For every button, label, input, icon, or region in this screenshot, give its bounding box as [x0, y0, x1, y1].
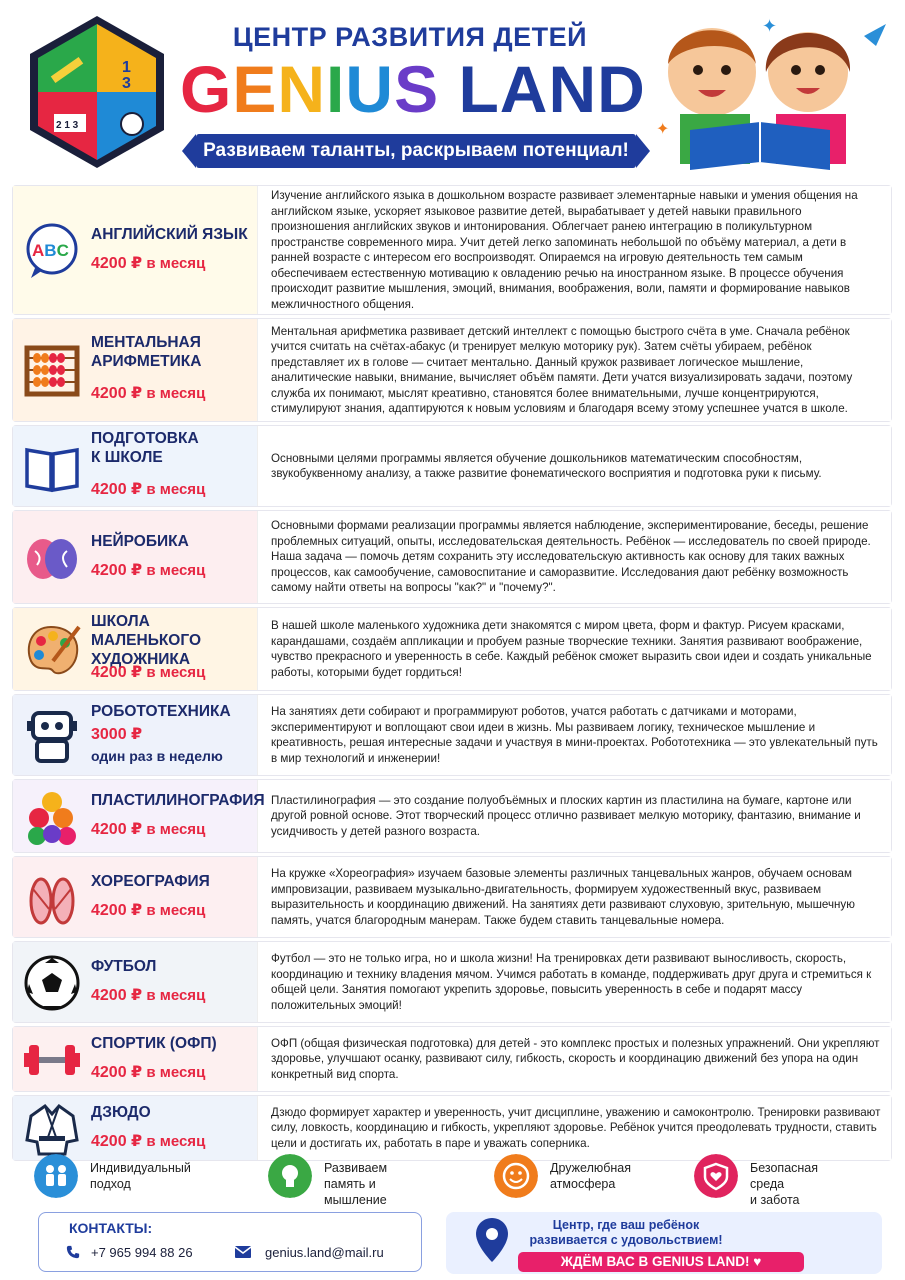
course-header	[13, 942, 257, 1022]
course-header	[13, 1027, 257, 1091]
dumbbell-icon	[23, 1031, 81, 1089]
course-name: РОБОТОТЕХНИКА	[91, 703, 231, 720]
logo-icon	[24, 12, 170, 172]
brain-icon	[23, 529, 81, 587]
open-book-icon	[23, 438, 81, 496]
course-schedule: один раз в неделю	[91, 748, 223, 764]
price-period: в месяц	[142, 664, 206, 681]
course-row	[12, 607, 892, 691]
price-value: 4200 ₽	[91, 1064, 143, 1081]
svg-text:ABC: ABC	[32, 241, 69, 260]
course-name: ПЛАСТИЛИНОГРАФИЯ	[91, 792, 265, 809]
brand-letter: L	[458, 52, 500, 126]
price-value: 4200 ₽	[91, 1133, 143, 1150]
svg-text:✦: ✦	[656, 119, 670, 138]
ballet-shoes-icon	[23, 869, 81, 927]
price-value: 4200 ₽	[91, 987, 143, 1004]
course-price	[91, 253, 205, 273]
robot-icon	[23, 707, 81, 765]
abc-bubble-icon	[23, 222, 81, 280]
courses-list	[12, 185, 892, 1164]
phone-number[interactable]: +7 965 994 88 26	[91, 1245, 193, 1260]
course-description: ОФП (общая физическая подготовка) для детей - это комплекс простых и полезных упражнений. Они укрепляют здоровье, улучшают осанку, развивают силу, гибкость, скорость и координацию движений без упора на один конкретный вид спорта.	[257, 1027, 891, 1091]
course-row	[12, 185, 892, 315]
course-price	[91, 383, 205, 403]
feature-text: Развиваем память и мышление	[324, 1161, 388, 1207]
course-price	[91, 662, 205, 682]
course-row	[12, 779, 892, 853]
course-header	[13, 426, 257, 506]
center-subtitle: ЦЕНТР РАЗВИТИЯ ДЕТЕЙ	[232, 22, 588, 52]
price-value: 4200 ₽	[91, 481, 143, 498]
brand-letter: D	[597, 52, 646, 126]
course-description: Дзюдо формирует характер и уверенность, учит дисциплине, уважению и самоконтролю. Тренировки развивают силу, ловкость, координацию и гибкость, укрепляют здоровье. Ребёнок учится преодолевать трудности, ставить цели и достигать их, работать в паре и уважать соперника.	[257, 1096, 891, 1160]
price-period: в месяц	[142, 821, 206, 838]
contacts-title: КОНТАКТЫ:	[69, 1220, 153, 1236]
judo-gi-icon	[23, 1100, 81, 1158]
course-description: Футбол — это не только игра, но и школа жизни! На тренировках дети развивают выносливость, скорость, координацию и технику владения мячом. Учимся работать в команде, поддерживать друг друга и стремиться к общей цели. Занятия помогают укрепить здоровье, повысить уверенность в себе и подарят массу положительных эмоций!	[257, 942, 891, 1022]
course-name: АНГЛИЙСКИЙ ЯЗЫК	[91, 226, 248, 243]
course-row	[12, 941, 892, 1023]
logo-digits: 1	[122, 59, 131, 76]
brand-letter: N	[548, 52, 598, 126]
brand-letter: N	[277, 52, 327, 126]
smile-icon	[494, 1154, 538, 1198]
course-description: Ментальная арифметика развивает детский интеллект с помощью быстрого счёта в уме. Сначала ребёнок учится считать на счётах-абакус (и тренирует мелкую моторику рук). Затем счёты убираем, ребёнок представляет их в голове — считает ментально. Данный кружок развивает логическое мышление, аналитические навыки, внимание, вычисляет объём памяти. Дети учатся визуализировать задачи, поэтому служба их понимают, мыслят креативно, становятся более внимательными, лучше концентрируются, стимулируют знания, адаптируются к новым условиям и благодаря всему этому успешнее учатся в школе.	[257, 319, 891, 421]
brand-letter	[439, 52, 458, 126]
feature-text: Индивидуальный подход	[90, 1161, 191, 1191]
course-price	[91, 1131, 205, 1151]
kids-reading-illustration-icon	[650, 10, 895, 178]
palette-icon	[23, 621, 81, 679]
price-period: в месяц	[142, 1064, 206, 1081]
feature-text: Дружелюбная атмосфера	[550, 1161, 632, 1191]
course-header	[13, 780, 265, 852]
price-period: в месяц	[142, 987, 206, 1004]
course-header	[13, 186, 257, 314]
location-pin-icon	[476, 1218, 508, 1262]
cta-button[interactable]: ЖДЁМ ВАС В GENIUS LAND! ♥	[518, 1252, 804, 1272]
course-header	[13, 608, 257, 690]
course-description: В нашей школе маленького художника дети знакомятся с миром цвета, форм и фактур. Рисуем красками, карандашами, создаём аппликации и пробуем разные творческие техники. Занятия развивают воображение, чувство прекрасного и уверенность в себе. Каждый ребёнок сможет выразить свои идеи и создать уникальные работы, которыми будет гордиться!	[257, 608, 891, 690]
cta-box	[446, 1212, 882, 1274]
course-price	[91, 819, 205, 839]
features-row	[0, 1152, 905, 1207]
slogan-banner: Развиваем таланты, раскрываем потенциал!	[196, 134, 636, 168]
course-header	[13, 857, 257, 937]
course-name: ХОРЕОГРАФИЯ	[91, 873, 210, 890]
price-period: в месяц	[142, 1133, 206, 1150]
clay-balls-icon	[23, 788, 81, 846]
course-price	[91, 479, 205, 499]
email-icon	[235, 1245, 251, 1259]
kids-icon	[34, 1154, 78, 1198]
price-period: в месяц	[142, 902, 206, 919]
logo-podium: 2 1 3	[56, 120, 79, 131]
brand-letter: G	[180, 52, 233, 126]
course-row	[12, 510, 892, 604]
course-price	[91, 985, 205, 1005]
email-address[interactable]: genius.land@mail.ru	[265, 1245, 384, 1260]
header	[0, 0, 905, 180]
brand-title	[180, 52, 646, 126]
price-value: 3000 ₽	[91, 726, 143, 743]
course-description: На кружке «Хореография» изучаем базовые элементы различных танцевальных жанров, обучаем основам импровизации, развиваем музыкально-двигательность, формируем художественный вкус, развиваем выразительность и координацию движений. На занятиях дети развивают слуховую, зрительную, мышечную память, учатся благородным манерам. Также будем ставить танцевальные номера.	[257, 857, 891, 937]
lightbulb-icon	[268, 1154, 312, 1198]
course-name: НЕЙРОБИКА	[91, 533, 189, 550]
svg-text:✦: ✦	[762, 16, 778, 37]
price-value: 4200 ₽	[91, 255, 143, 272]
course-row	[12, 318, 892, 422]
brand-letter: E	[232, 52, 278, 126]
course-name: ДЗЮДО	[91, 1104, 151, 1121]
phone-icon	[65, 1245, 81, 1259]
course-name: СПОРТИК (ОФП)	[91, 1035, 217, 1052]
course-name: МЕНТАЛЬНАЯ АРИФМЕТИКА	[91, 334, 202, 370]
course-row	[12, 1026, 892, 1092]
shield-heart-icon	[694, 1154, 738, 1198]
course-row	[12, 694, 892, 776]
abacus-icon	[23, 342, 81, 400]
course-name: ШКОЛА МАЛЕНЬКОГО ХУДОЖНИКА	[91, 613, 201, 668]
brand-letter: U	[345, 52, 395, 126]
course-name: ПОДГОТОВКА К ШКОЛЕ	[91, 430, 199, 466]
course-header	[13, 695, 257, 775]
brand-letter: I	[326, 52, 346, 126]
course-row	[12, 856, 892, 938]
price-value: 4200 ₽	[91, 562, 143, 579]
price-value: 4200 ₽	[91, 385, 143, 402]
course-price	[91, 724, 142, 744]
course-name: ФУТБОЛ	[91, 958, 157, 975]
course-header	[13, 1096, 257, 1160]
price-period: в месяц	[142, 562, 206, 579]
course-price	[91, 1062, 205, 1082]
course-description: Основными формами реализации программы является наблюдение, экспериментирование, беседы, решение проблемных ситуаций, опыты, исследовательская деятельность. Ребёнок — исследователь по своей природе. Наша задача — помочь детям сохранить эту исследовательскую активность как основу для таких важных процессов, как самообучение, самовоспитание и саморазвитие. Исследования дают ребёнку возможность самому найти ответы на вопросы "как?" и "почему?".	[257, 511, 891, 603]
soccer-ball-icon	[23, 954, 81, 1012]
course-description: Изучение английского языка в дошкольном возрасте развивает элементарные навыки и умения общения на английском языке, ускоряет языковое развитие детей, вырабатывает у детей навыки правильного произношения английских звуков и интонирования. Облегчает ранею интеграцию в поликультурном пространстве современного мира. Учит детей легко запоминать небольшой по объёму материал, а дети в ранней возрасте с интересом его воспроизводят. Опираемся на игровую деятельность тем самым обеспечиваем естественную мотивацию к овладению речью на иностранном языке. В процессе обучения происходит развитие мышления, эмоций, внимания, воображения, воли, памяти и формирование навыков межличностного общения.	[257, 186, 891, 314]
course-description: Основными целями программы является обучение дошкольников математическим способностям, звукобуквенному анализу, а также развитие фонематического восприятия и подготовка руки к письму.	[257, 426, 891, 506]
brand-letter: S	[394, 52, 440, 126]
price-value: 4200 ₽	[91, 902, 143, 919]
svg-text:3: 3	[122, 75, 131, 92]
cta-text: Центр, где ваш ребёнок развивается с удовольствием!	[529, 1218, 723, 1247]
price-value: 4200 ₽	[91, 664, 143, 681]
contacts-box	[38, 1212, 422, 1272]
price-period: в месяц	[142, 255, 206, 272]
price-period: в месяц	[142, 481, 206, 498]
course-row	[12, 425, 892, 507]
course-price	[91, 560, 205, 580]
price-period: в месяц	[142, 385, 206, 402]
course-header	[13, 511, 257, 603]
feature-text: Безопасная среда и забота	[750, 1161, 819, 1207]
price-value: 4200 ₽	[91, 821, 143, 838]
course-description: Пластилинография — это создание полуобъёмных и плоских картин из пластилина на бумаге, картоне или другой ровной основе. Этот творческий процесс отлично развивает мелкую моторику, фантазию, внимание и усидчивость у детей разного возраста.	[257, 780, 891, 852]
brand-letter: A	[499, 52, 549, 126]
course-header	[13, 319, 257, 421]
course-price	[91, 900, 205, 920]
course-description: На занятиях дети собирают и программируют роботов, учатся работать с датчиками и моторами, экспериментируют и воплощают свои идеи в жизнь. Мы развиваем логику, техническое мышление и креативность, решая интересные задачи и участвуя в мини-проектах. Робототехника — это увлекательный путь в мир технологий и инженерии!	[257, 695, 891, 775]
